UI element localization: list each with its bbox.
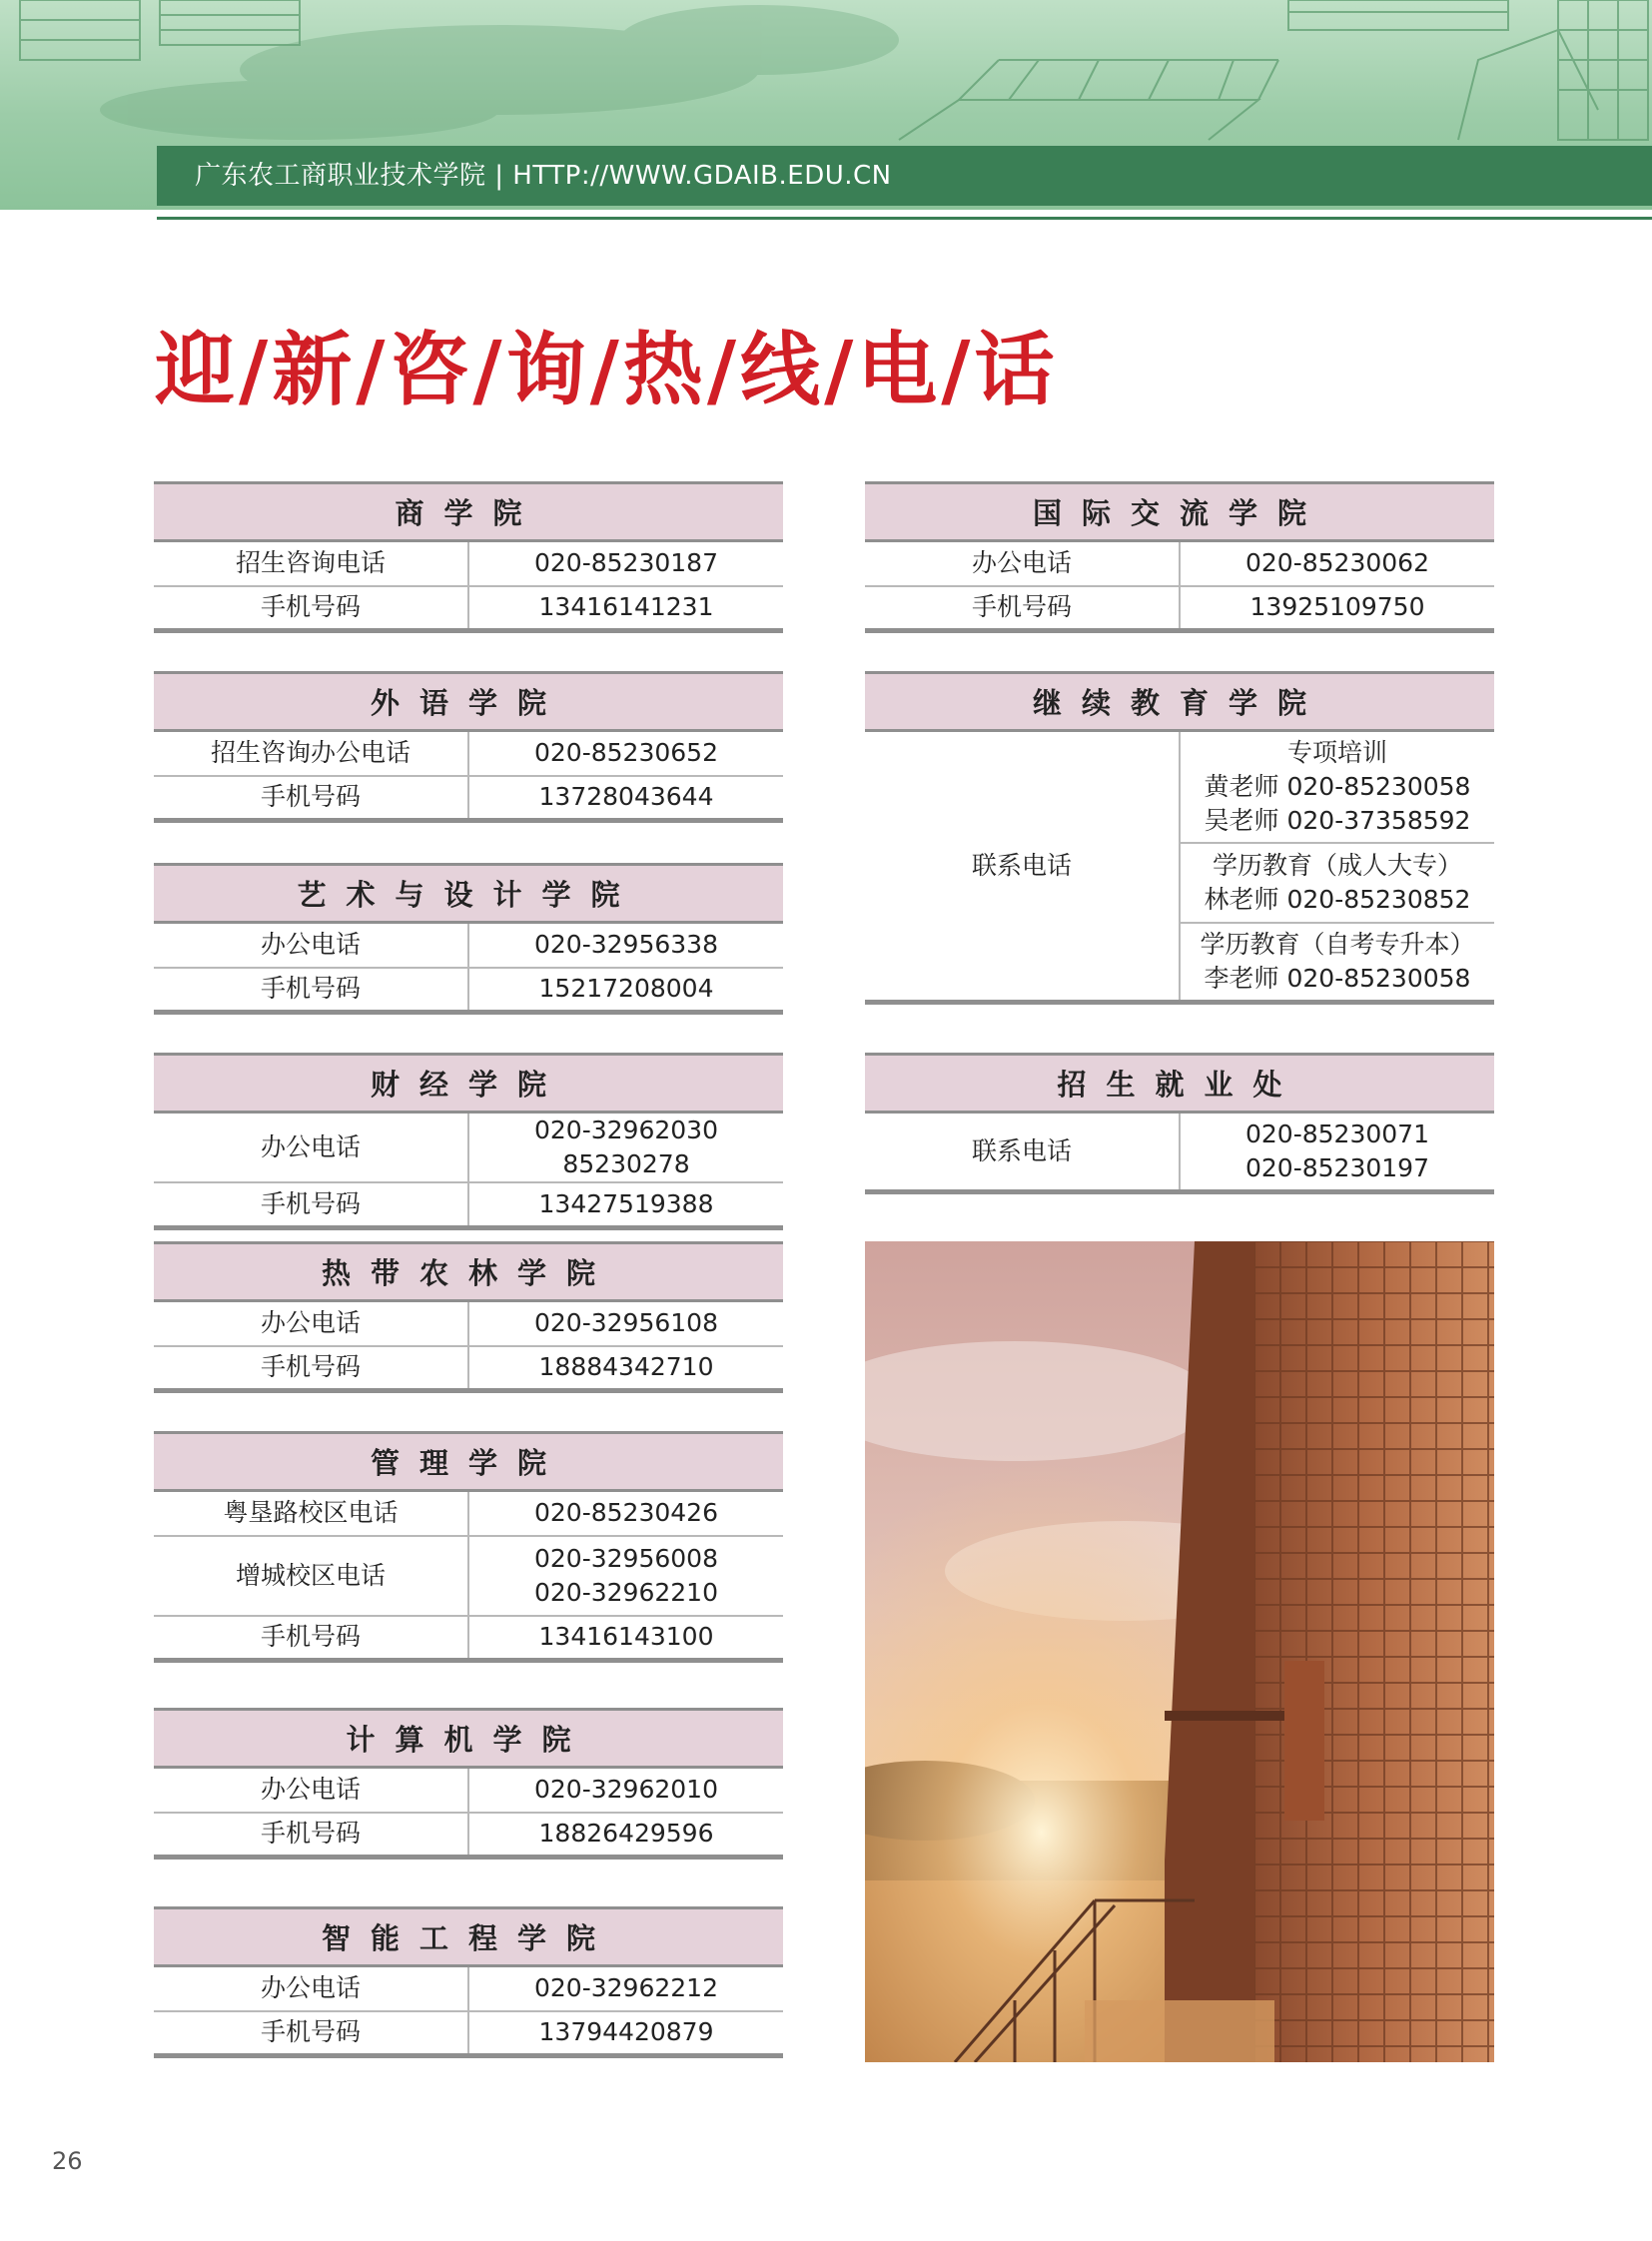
phone-number: 020-32956108 [468, 1301, 783, 1346]
row-label: 招生咨询办公电话 [154, 731, 468, 776]
table-title: 国际交流学院 [865, 483, 1494, 541]
phone-number: 13416141231 [468, 586, 783, 631]
phone-number: 13794420879 [468, 2011, 783, 2056]
row-label: 手机号码 [154, 1616, 468, 1661]
row-label: 办公电话 [154, 1966, 468, 2011]
phone-number: 020-85230187 [468, 541, 783, 586]
row-label: 办公电话 [154, 923, 468, 968]
contact-table-international-exchange [865, 481, 1494, 633]
phone-number: 15217208004 [468, 968, 783, 1013]
row-label: 手机号码 [154, 1182, 468, 1227]
contact-table-foreign-language-school [154, 671, 783, 823]
phone-number: 13427519388 [468, 1182, 783, 1227]
contact-table-finance-school [154, 1053, 783, 1230]
contact-table-business-school [154, 481, 783, 633]
contact-table-art-design-school [154, 863, 783, 1015]
table-title: 财经学院 [154, 1055, 783, 1113]
table-title: 招生就业处 [865, 1055, 1494, 1113]
phone-number: 020-85230062 [1180, 541, 1494, 586]
page-title: 迎/新/咨/询/热/线/电/话 [155, 323, 1059, 416]
row-label: 手机号码 [154, 1813, 468, 1858]
table-title: 商学院 [154, 483, 783, 541]
table-title: 外语学院 [154, 673, 783, 731]
contact-table-admissions-office [865, 1053, 1494, 1194]
phone-number: 020-32956008 020-32962210 [468, 1536, 783, 1616]
table-title: 智能工程学院 [154, 1908, 783, 1966]
site-url-bar: 广东农工商职业技术学院 | HTTP://WWW.GDAIB.EDU.CN [157, 146, 1652, 206]
contact-entry: 学历教育（成人大专） 林老师 020-85230852 [1180, 843, 1494, 923]
row-label: 手机号码 [865, 586, 1180, 631]
row-label: 手机号码 [154, 968, 468, 1013]
contact-table-management-school [154, 1431, 783, 1663]
row-label: 联系电话 [865, 1113, 1180, 1192]
row-label: 粤垦路校区电话 [154, 1491, 468, 1536]
header-divider [157, 217, 1652, 220]
row-label: 办公电话 [154, 1768, 468, 1813]
phone-number: 020-32962030 85230278 [468, 1113, 783, 1183]
table-title: 计算机学院 [154, 1710, 783, 1768]
row-label: 手机号码 [154, 1346, 468, 1391]
contact-entry: 学历教育（自考专升本） 李老师 020-85230058 [1180, 923, 1494, 1003]
contact-table-computer-school [154, 1708, 783, 1860]
contact-table-intelligent-engineering-school [154, 1906, 783, 2058]
row-label: 增城校区电话 [154, 1536, 468, 1616]
row-label: 办公电话 [154, 1113, 468, 1183]
row-label: 办公电话 [154, 1301, 468, 1346]
phone-number: 020-32962010 [468, 1768, 783, 1813]
phone-number: 020-85230652 [468, 731, 783, 776]
table-title: 艺术与设计学院 [154, 865, 783, 923]
table-title: 继续教育学院 [865, 673, 1494, 731]
row-label: 办公电话 [865, 541, 1180, 586]
row-label: 手机号码 [154, 776, 468, 821]
campus-sunset-photo [865, 1241, 1494, 2062]
phone-number: 13925109750 [1180, 586, 1494, 631]
phone-number: 18826429596 [468, 1813, 783, 1858]
table-title: 管理学院 [154, 1433, 783, 1491]
phone-number: 18884342710 [468, 1346, 783, 1391]
phone-number: 020-32962212 [468, 1966, 783, 2011]
phone-number: 020-32956338 [468, 923, 783, 968]
row-label: 招生咨询电话 [154, 541, 468, 586]
phone-number: 13728043644 [468, 776, 783, 821]
row-label: 手机号码 [154, 2011, 468, 2056]
phone-number: 13416143100 [468, 1616, 783, 1661]
phone-number: 020-85230426 [468, 1491, 783, 1536]
table-title: 热带农林学院 [154, 1243, 783, 1301]
phone-number: 020-85230071 020-85230197 [1180, 1113, 1494, 1192]
contact-table-tropical-agriculture-school [154, 1241, 783, 1393]
page-number: 26 [52, 2147, 83, 2175]
contact-table-continuing-education [865, 671, 1494, 1005]
row-label: 联系电话 [865, 731, 1180, 1003]
contact-entry: 专项培训 黄老师 020-85230058 吴老师 020-37358592 [1180, 731, 1494, 843]
row-label: 手机号码 [154, 586, 468, 631]
